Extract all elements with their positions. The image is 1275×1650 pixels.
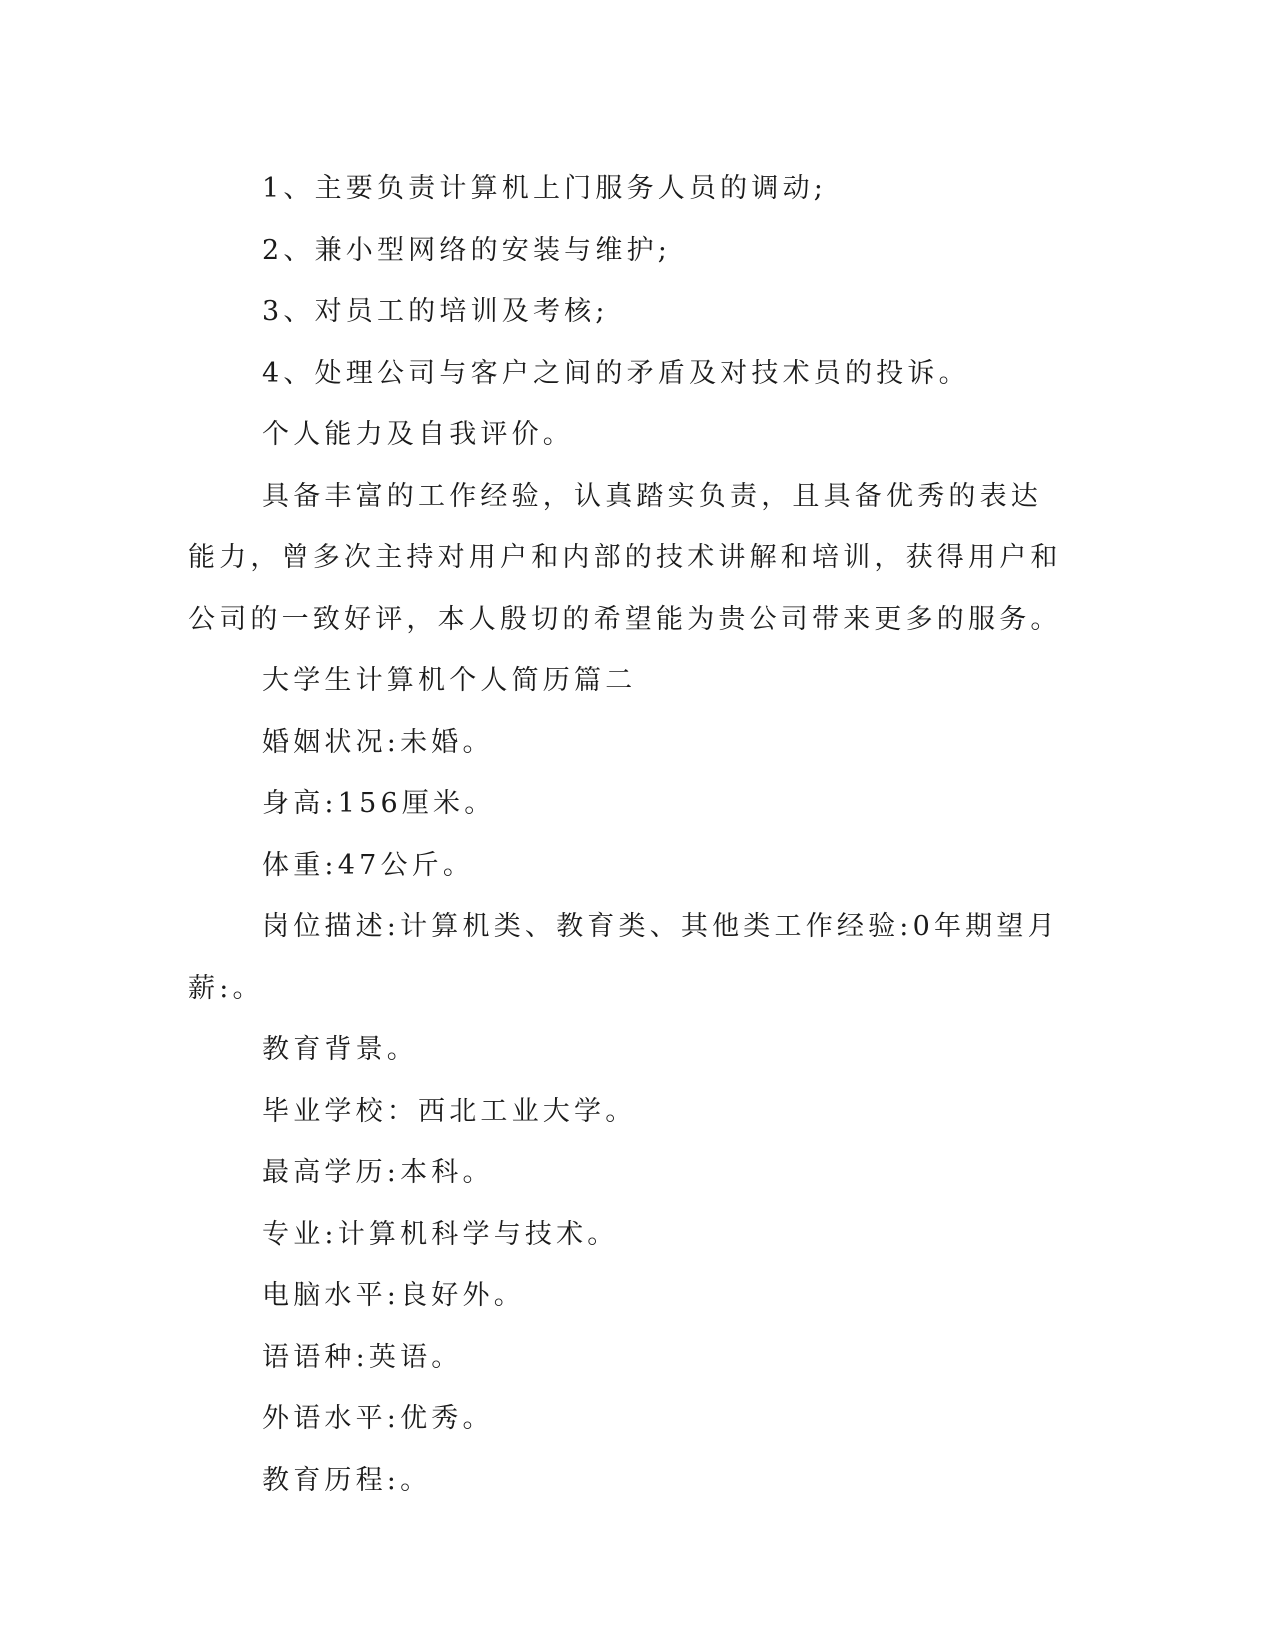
computer-level: 电脑水平:良好外。 bbox=[262, 1280, 525, 1311]
duty-item-2: 2、兼小型网络的安装与维护; bbox=[262, 234, 672, 266]
weight: 体重:47公斤。 bbox=[262, 849, 475, 881]
document-body bbox=[188, 158, 1068, 1511]
language: 语语种:英语。 bbox=[262, 1341, 463, 1373]
duty-item-4: 4、处理公司与客户之间的矛盾及对技术员的投诉。 bbox=[262, 357, 970, 389]
duty-item-1: 1、主要负责计算机上门服务人员的调动; bbox=[262, 173, 828, 204]
education-background-heading: 教育背景。 bbox=[262, 1034, 418, 1065]
foreign-language-level: 外语水平:优秀。 bbox=[262, 1403, 494, 1434]
self-evaluation-text: 具备丰富的工作经验，认真踏实负责，且具备优秀的表达能力，曾多次主持对用户和内部的技术讲解和培训，获得用户和公司的一致好评，本人殷切的希望能为贵公司带来更多的服务。 bbox=[188, 480, 1062, 635]
marital-status: 婚姻状况:未婚。 bbox=[262, 726, 494, 758]
education-history: 教育历程:。 bbox=[262, 1464, 432, 1496]
highest-degree: 最高学历:本科。 bbox=[262, 1157, 494, 1188]
graduate-school: 毕业学校：西北工业大学。 bbox=[262, 1095, 637, 1127]
job-description: 岗位描述:计算机类、教育类、其他类工作经验:0年期望月薪:。 bbox=[188, 911, 1059, 1004]
self-evaluation-heading: 个人能力及自我评价。 bbox=[262, 419, 574, 450]
resume-section-title: 大学生计算机个人简历篇二 bbox=[262, 665, 637, 696]
duty-item-3: 3、对员工的培训及考核; bbox=[262, 296, 609, 327]
major: 专业:计算机科学与技术。 bbox=[262, 1218, 619, 1250]
height: 身高:156厘米。 bbox=[262, 788, 496, 819]
